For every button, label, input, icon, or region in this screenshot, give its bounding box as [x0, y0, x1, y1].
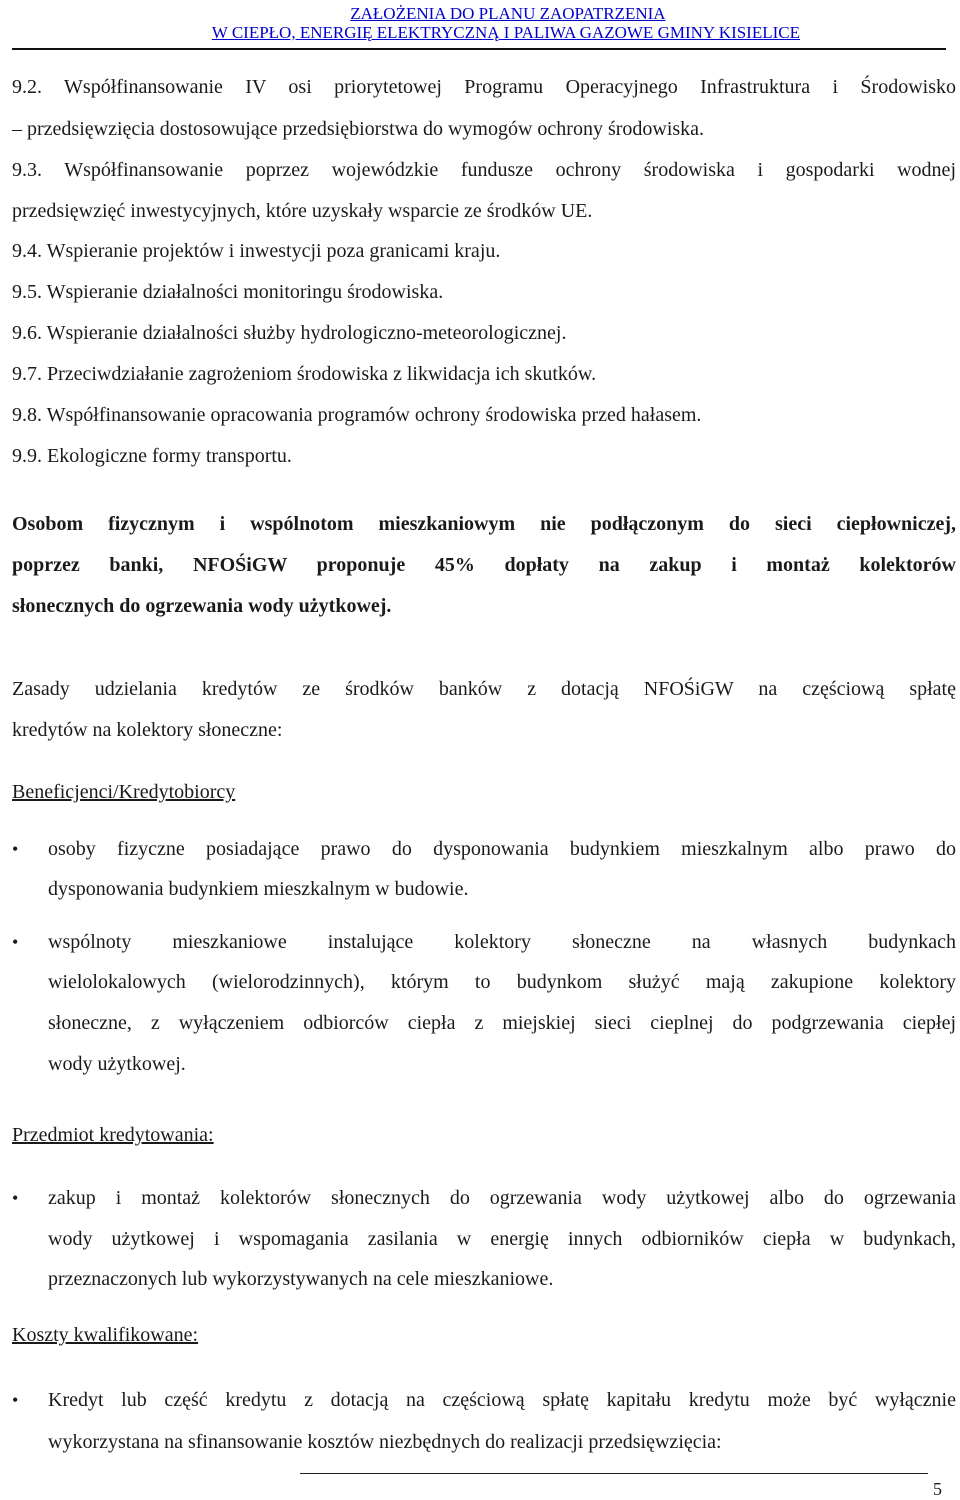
koszty-line-2: wykorzystana na sfinansowanie kosztów niezbędnych do realizacji przedsięwzięcia:	[48, 1431, 722, 1453]
header-line-1: ZAŁOŻENIA DO PLANU ZAOPATRZENIA	[350, 4, 666, 23]
bold-para-line-1: Osobom fizycznym i wspólnotom mieszkaniowym nie podłączonym do sieci ciepłowniczej,	[12, 513, 956, 535]
header-rule	[12, 48, 946, 50]
footer-rule	[300, 1473, 928, 1474]
list-item-9-3: 9.3. Współfinansowanie poprzez wojewódzkie fundusze ochrony środowiska i gospodarki wodnej	[12, 159, 956, 181]
list-item-9-9: 9.9. Ekologiczne formy transportu.	[12, 445, 292, 467]
list-item-9-2: 9.2. Współfinansowanie IV osi priorytetowej Programu Operacyjnego Infrastruktura i Środowisko	[12, 76, 956, 98]
beneficjenci-b2-line-4: wody użytkowej.	[48, 1053, 186, 1075]
beneficjenci-b2-line-1: wspólnoty mieszkaniowe instalujące kolektory słoneczne na własnych budynkach	[48, 931, 956, 953]
beneficjenci-b2-line-3: słoneczne, z wyłączeniem odbiorców ciepła z miejskiej sieci cieplnej do podgrzewania ciepłej	[48, 1012, 956, 1034]
list-item-9-4: 9.4. Wspieranie projektów i inwestycji poza granicami kraju.	[12, 240, 501, 262]
list-item-9-6: 9.6. Wspieranie działalności służby hydrologiczno-meteorologicznej.	[12, 322, 567, 344]
koszty-line-1: Kredyt lub część kredytu z dotacją na częściową spłatę kapitału kredytu może być wyłącznie	[48, 1389, 956, 1411]
bold-para-line-3: słonecznych do ogrzewania wody użytkowej.	[12, 595, 392, 617]
przedmiot-line-3: przeznaczonych lub wykorzystywanych na cele mieszkaniowe.	[48, 1268, 554, 1290]
bullet-icon: •	[12, 1390, 19, 1410]
przedmiot-line-1: zakup i montaż kolektorów słonecznych do ogrzewania wody użytkowej albo do ogrzewania	[48, 1187, 956, 1209]
beneficjenci-b1-line-2: dysponowania budynkiem mieszkalnym w budowie.	[48, 878, 469, 900]
document-header	[212, 4, 800, 42]
bullet-icon: •	[12, 839, 19, 859]
koszty-heading: Koszty kwalifikowane:	[12, 1324, 199, 1346]
bullet-icon: •	[12, 1188, 19, 1208]
beneficjenci-heading: Beneficjenci/Kredytobiorcy	[12, 781, 236, 803]
page-number: 5	[933, 1479, 942, 1499]
list-item-9-3-cont: przedsięwzięć inwestycyjnych, które uzyskały wsparcie ze środków UE.	[12, 200, 593, 222]
list-item-9-7: 9.7. Przeciwdziałanie zagrożeniom środowiska z likwidacja ich skutków.	[12, 363, 597, 385]
list-item-9-8: 9.8. Współfinansowanie opracowania programów ochrony środowiska przed hałasem.	[12, 404, 702, 426]
zasady-line-2: kredytów na kolektory słoneczne:	[12, 719, 283, 741]
beneficjenci-b2-line-2: wielolokalowych (wielorodzinnych), którym to budynkom służyć mają zakupione kolektory	[48, 971, 956, 993]
bullet-icon: •	[12, 932, 19, 952]
zasady-line-1: Zasady udzielania kredytów ze środków banków z dotacją NFOŚiGW na częściową spłatę	[12, 678, 956, 700]
bold-para-line-2: poprzez banki, NFOŚiGW proponuje 45% dopłaty na zakup i montaż kolektorów	[12, 554, 956, 576]
list-item-9-2-cont: – przedsięwzięcia dostosowujące przedsiębiorstwa do wymogów ochrony środowiska.	[12, 118, 705, 140]
beneficjenci-b1-line-1: osoby fizyczne posiadające prawo do dysponowania budynkiem mieszkalnym albo prawo do	[48, 838, 956, 860]
header-line-2: W CIEPŁO, ENERGIĘ ELEKTRYCZNĄ I PALIWA GAZOWE GMINY KISIELICE	[211, 23, 800, 42]
list-item-9-5: 9.5. Wspieranie działalności monitoringu środowiska.	[12, 281, 444, 303]
przedmiot-heading: Przedmiot kredytowania:	[12, 1124, 214, 1146]
przedmiot-line-2: wody użytkowej i wspomagania zasilania w energię innych odbiorników ciepła w budynkach,	[48, 1228, 956, 1250]
